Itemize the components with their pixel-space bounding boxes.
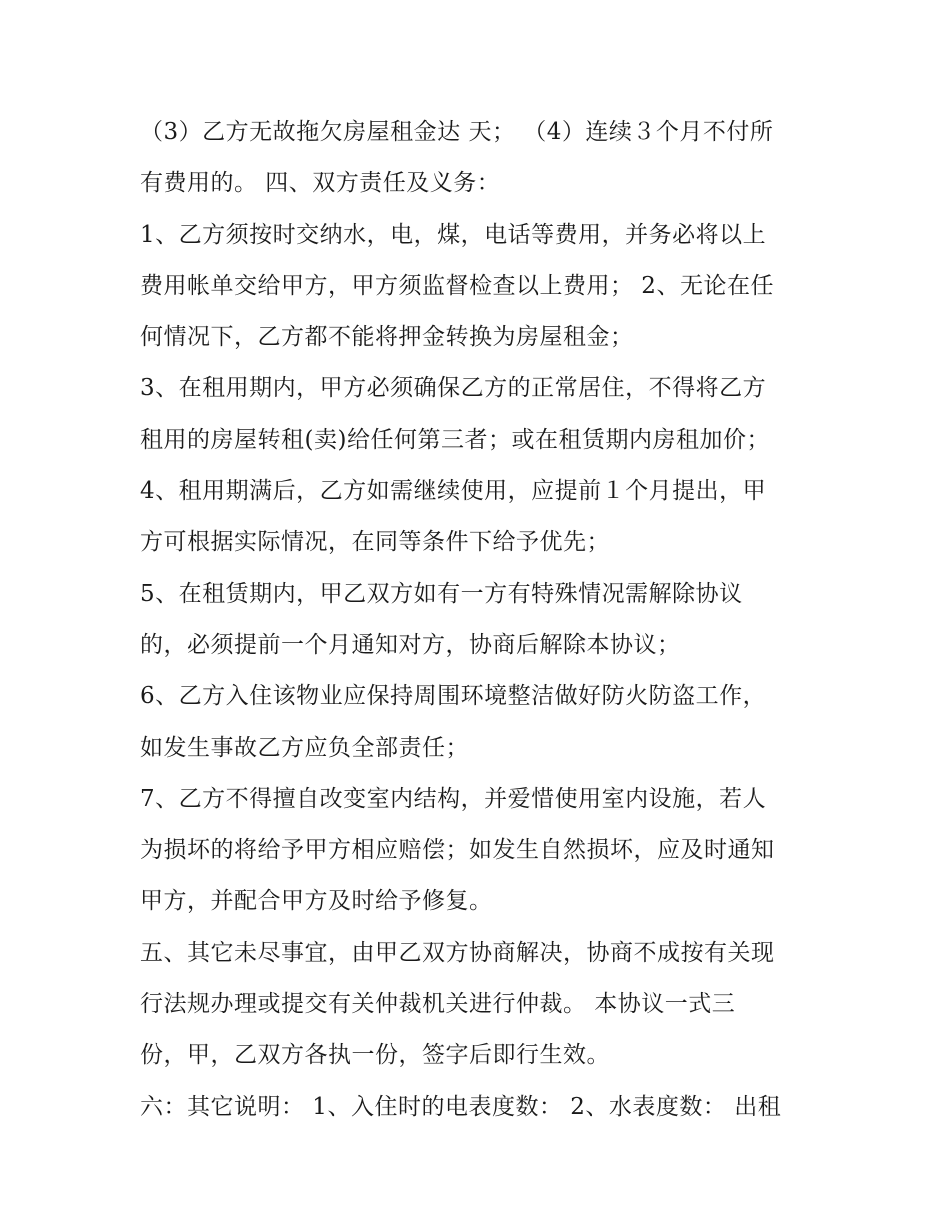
text-line: 4、租用期满后，乙方如需继续使用，应提前１个月提出，甲 [140,478,767,505]
text-line: 甲方，并配合甲方及时给予修复。 [140,888,493,915]
text-line: 为损坏的将给予甲方相应赔偿；如发生自然损坏，应及时通知 [140,837,775,864]
text-line: 六：其它说明： 1、入住时的电表度数： 2、水表度数： 出租 [140,1093,782,1120]
text-line: 的，必须提前一个月通知对方，协商后解除本协议； [140,631,681,658]
text-line: 五、其它未尽事宜，由甲乙双方协商解决，协商不成按有关现 [140,939,775,966]
text-line: 6、乙方入住该物业应保持周围环境整洁做好防火防盗工作， [140,683,767,710]
text-line: 有费用的。 四、双方责任及义务： [140,170,501,197]
text-line: 5、在租赁期内，甲乙双方如有一方有特殊情况需解除协议 [140,580,743,607]
text-line: 何情况下，乙方都不能将押金转换为房屋租金； [140,324,634,351]
text-line: 如发生事故乙方应负全部责任； [140,734,469,761]
text-line: 方可根据实际情况，在同等条件下给予优先； [140,529,610,556]
text-line: 行法规办理或提交有关仲裁机关进行仲裁。 本协议一式三 [140,991,736,1018]
text-line: （3）乙方无故拖欠房屋租金达 天； （4）连续３个月不付所 [140,119,774,145]
text-line: 3、在租用期内，甲方必须确保乙方的正常居住，不得将乙方 [140,375,767,402]
text-line: 份，甲，乙双方各执一份，签字后即行生效。 [140,1042,610,1069]
text-line: 7、乙方不得擅自改变室内结构，并爱惜使用室内设施，若人 [140,785,767,812]
text-line: 费用帐单交给甲方，甲方须监督检查以上费用； 2、无论在任 [140,272,774,299]
contract-text [140,107,830,1133]
text-line: 租用的房屋转租(卖)给任何第三者；或在租赁期内房租加价； [140,426,770,453]
text-line: 1、乙方须按时交纳水，电，煤，电话等费用，并务必将以上 [140,221,767,248]
